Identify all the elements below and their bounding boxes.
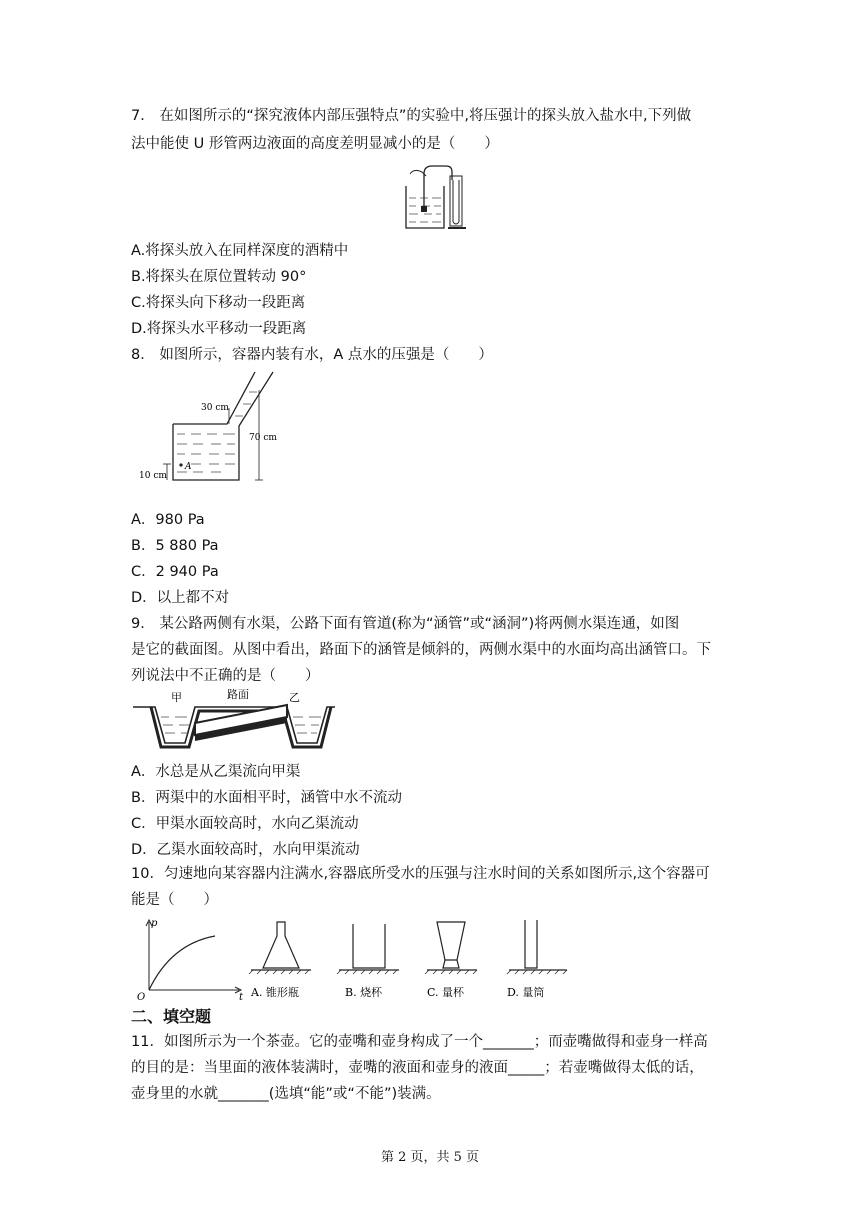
q10-axis-p: p xyxy=(151,918,158,929)
q10-stem-line1: 10．匀速地向某容器内注满水,容器底所受水的压强与注水时间的关系如图所示,这个容器可 xyxy=(131,866,710,882)
q9-option-d: D．乙渠水面较高时，水向甲渠流动 xyxy=(131,842,360,858)
q8-option-a: A．980 Pa xyxy=(131,512,205,528)
q9-culvert-figure xyxy=(131,687,337,755)
q8-stem: 8． 如图所示，容器内装有水，A 点水的压强是（ ） xyxy=(131,347,493,363)
q9-stem-line3: 列说法中不正确的是（ ） xyxy=(131,668,320,684)
q8-option-d: D．以上都不对 xyxy=(131,590,230,606)
q7-pressure-gauge-figure xyxy=(400,160,470,232)
q9-label-jia: 甲 xyxy=(171,691,182,704)
q7-option-d: D.将探头水平移动一段距离 xyxy=(131,321,307,337)
q9-stem-line2: 是它的截面图。从图中看出，路面下的涵管是倾斜的，两侧水渠中的水面均高出涵管口。下 xyxy=(131,642,711,658)
q7-option-a: A.将探头放入在同样深度的酒精中 xyxy=(131,243,349,259)
q8-option-c: C．2 940 Pa xyxy=(131,564,219,580)
q10-option-a-label: A. 锥形瓶 xyxy=(251,986,299,999)
q8-label-70cm: 70 cm xyxy=(249,433,277,443)
q7-stem-line2: 法中能使 U 形管两边液面的高度差明显减小的是（ ） xyxy=(131,136,499,152)
q9-label-yi: 乙 xyxy=(289,691,300,704)
q10-stem-line2: 能是（ ） xyxy=(131,892,218,908)
q7-option-b: B.将探头在原位置转动 90° xyxy=(131,269,307,285)
q8-label-10cm: 10 cm xyxy=(139,471,167,481)
q7-stem-line1: 7． 在如图所示的“探究液体内部压强特点”的实验中,将压强计的探头放入盐水中,下列做 xyxy=(131,108,692,124)
q8-option-b: B．5 880 Pa xyxy=(131,538,219,554)
q10-containers-figure xyxy=(131,914,571,1004)
q10-option-d-label: D. 量筒 xyxy=(507,986,545,999)
q10-origin: O xyxy=(137,992,146,1003)
section-title-fill-in: 二、填空题 xyxy=(131,1007,212,1026)
q10-option-b-label: B. 烧杯 xyxy=(345,986,383,999)
q11-stem-line1: 11．如图所示为一个茶壶。它的壶嘴和壶身构成了一个_______；而壶嘴做得和壶身一样高 xyxy=(131,1034,708,1050)
q7-option-c: C.将探头向下移动一段距离 xyxy=(131,295,306,311)
q9-option-c: C．甲渠水面较高时，水向乙渠流动 xyxy=(131,816,359,832)
q9-stem-line1: 9． 某公路两侧有水渠，公路下面有管道(称为“涵管”或“涵洞”)将两侧水渠连通，如图 xyxy=(131,616,680,632)
page-footer: 第 2 页，共 5 页 xyxy=(380,1150,480,1165)
q11-stem-line3: 壶身里的水就_______(选填“能”或“不能”)装满。 xyxy=(131,1086,441,1102)
q10-axis-t: t xyxy=(239,992,244,1003)
q8-container-figure xyxy=(131,368,291,498)
q8-label-30cm: 30 cm xyxy=(201,403,229,413)
q9-label-road: 路面 xyxy=(227,688,249,701)
q8-label-point-a: A xyxy=(185,462,192,472)
q11-stem-line2: 的目的是：当里面的液体装满时，壶嘴的液面和壶身的液面_____；若壶嘴做得太低的话， xyxy=(131,1060,704,1076)
q9-option-b: B．两渠中的水面相平时，涵管中水不流动 xyxy=(131,790,402,806)
q10-option-c-label: C. 量杯 xyxy=(427,986,465,999)
q9-option-a: A．水总是从乙渠流向甲渠 xyxy=(131,764,301,780)
